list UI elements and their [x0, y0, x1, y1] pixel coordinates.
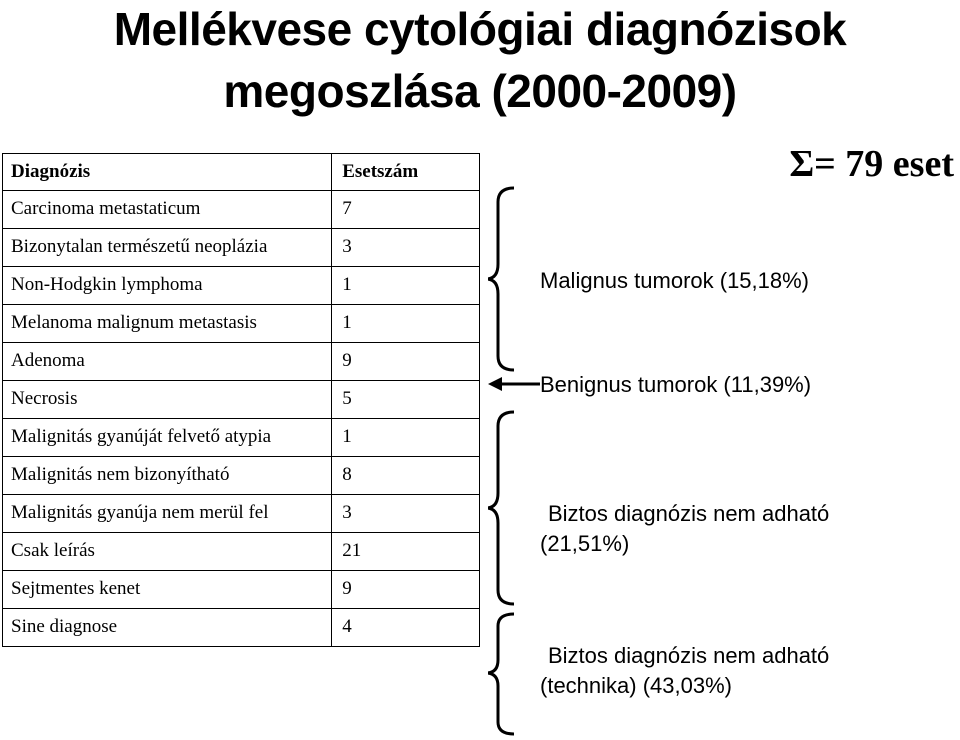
cell-count: 4	[332, 609, 480, 647]
table-row	[3, 571, 480, 609]
cell-diagnosis: Malignitás gyanúja nem merül fel	[3, 495, 332, 533]
table-row	[3, 343, 480, 381]
cell-count: 9	[332, 343, 480, 381]
page-title-line-2: megoszlása (2000-2009)	[223, 65, 737, 117]
page-title-line-1: Mellékvese cytológiai diagnózisok	[113, 3, 847, 55]
cell-count: 1	[332, 267, 480, 305]
cell-count: 3	[332, 495, 480, 533]
cell-count: 1	[332, 419, 480, 457]
cell-diagnosis: Necrosis	[3, 381, 332, 419]
cell-count: 9	[332, 571, 480, 609]
table-row	[3, 229, 480, 267]
label-no-diagnosis-technique-line-2: (technika) (43,03%)	[540, 673, 732, 698]
header-diagnosis: Diagnózis	[3, 154, 332, 191]
cell-count: 5	[332, 381, 480, 419]
cell-count: 3	[332, 229, 480, 267]
label-no-diagnosis-technique	[540, 641, 960, 701]
table-row	[3, 419, 480, 457]
cell-count: 21	[332, 533, 480, 571]
cell-diagnosis: Non-Hodgkin lymphoma	[3, 267, 332, 305]
cell-diagnosis: Bizonytalan természetű neoplázia	[3, 229, 332, 267]
label-benign: Benignus tumorok (11,39%)	[540, 372, 812, 397]
table-row	[3, 533, 480, 571]
brace-no-diagnosis	[488, 410, 534, 606]
brace-no-diagnosis-technique	[488, 612, 534, 738]
cell-diagnosis: Sine diagnose	[3, 609, 332, 647]
cell-diagnosis: Csak leírás	[3, 533, 332, 571]
cell-count: 1	[332, 305, 480, 343]
label-no-diagnosis-line-1: Biztos diagnózis nem adható	[548, 501, 830, 526]
table-row	[3, 267, 480, 305]
table-row	[3, 495, 480, 533]
table-row	[3, 457, 480, 495]
cell-count: 8	[332, 457, 480, 495]
cell-diagnosis: Sejtmentes kenet	[3, 571, 332, 609]
diagnosis-table	[2, 153, 480, 647]
total-cases: Σ= 79 eset	[789, 143, 954, 185]
cell-diagnosis: Malignitás gyanúját felvető atypia	[3, 419, 332, 457]
table-row	[3, 381, 480, 419]
table-row	[3, 191, 480, 229]
table-row	[3, 609, 480, 647]
cell-diagnosis: Carcinoma metastaticum	[3, 191, 332, 229]
brace-malignant-tip	[500, 270, 540, 288]
cell-diagnosis: Melanoma malignum metastasis	[3, 305, 332, 343]
cell-count: 7	[332, 191, 480, 229]
table-header-row	[3, 154, 480, 191]
header-case-count: Esetszám	[332, 154, 480, 191]
label-no-diagnosis-line-2: (21,51%)	[540, 531, 630, 556]
label-no-diagnosis	[540, 499, 960, 559]
cell-diagnosis: Adenoma	[3, 343, 332, 381]
label-no-diagnosis-technique-line-1: Biztos diagnózis nem adható	[548, 643, 830, 668]
cell-diagnosis: Malignitás nem bizonyítható	[3, 457, 332, 495]
table-row	[3, 305, 480, 343]
arrow-benign	[488, 376, 540, 392]
label-malignant: Malignus tumorok (15,18%)	[540, 268, 810, 293]
